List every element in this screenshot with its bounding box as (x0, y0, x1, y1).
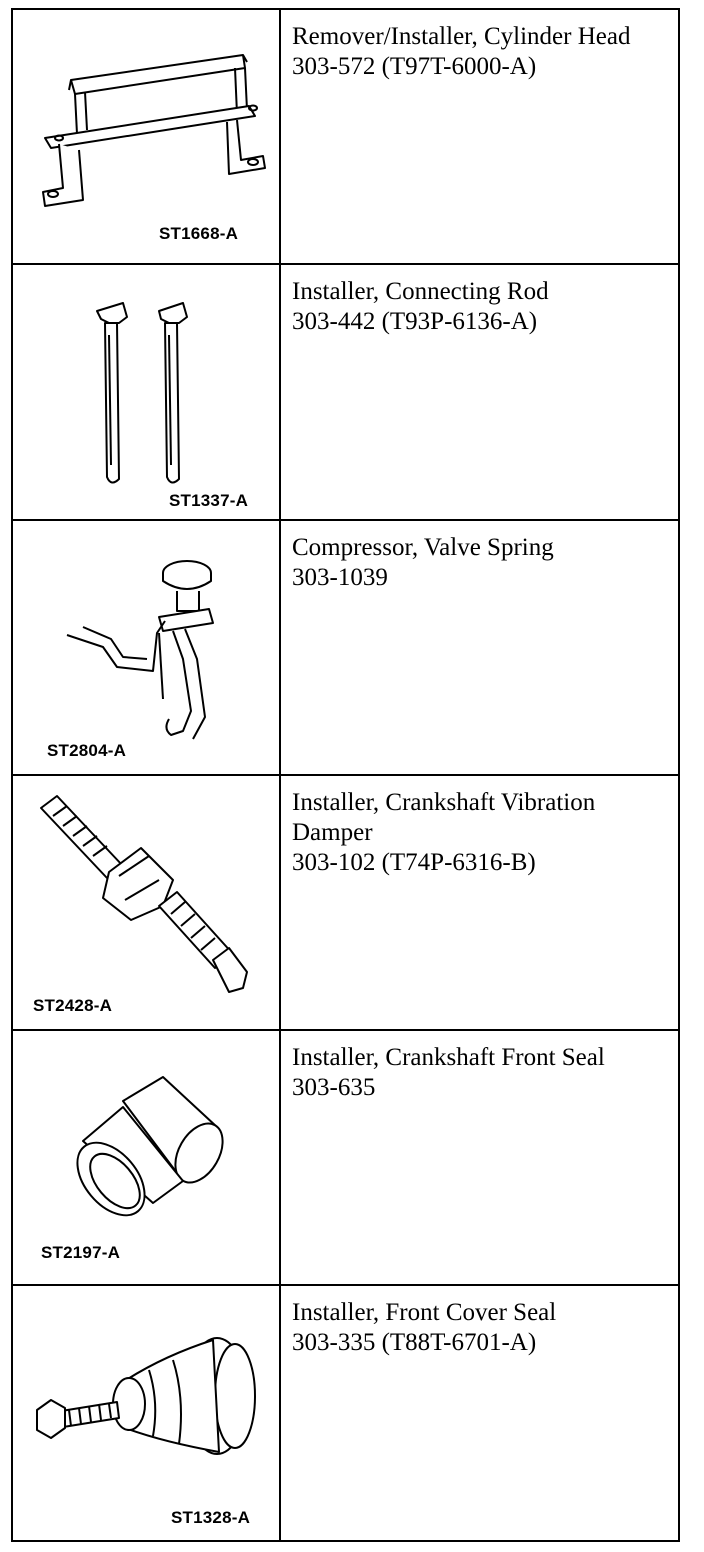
table-row (12, 775, 679, 1030)
front-cover-seal-installer-icon (13, 1286, 279, 1542)
illustration-code: ST1328-A (171, 1508, 251, 1527)
tool-name: Installer, Crankshaft Vibration Damper (292, 789, 596, 846)
tool-name: Installer, Connecting Rod (292, 278, 549, 305)
illustration-code: ST2804-A (47, 741, 127, 760)
table-row (12, 9, 679, 264)
connecting-rod-installer-icon (13, 265, 279, 521)
tool-name: Remover/Installer, Cylinder Head (292, 23, 631, 50)
illustration-code: ST1337-A (169, 491, 249, 510)
cylinder-head-tool-icon (13, 10, 279, 265)
tool-illustration-cell (12, 9, 280, 264)
tool-description-cell (280, 264, 679, 520)
tool-illustration-cell (12, 264, 280, 520)
table-row (12, 520, 679, 775)
tool-number: 303-635 (292, 1074, 376, 1101)
table-row (12, 264, 679, 520)
tool-illustration-cell (12, 1030, 280, 1285)
tool-number: 303-572 (T97T-6000-A) (292, 53, 537, 80)
tool-number: 303-102 (T74P-6316-B) (292, 849, 536, 876)
tool-number: 303-1039 (292, 564, 388, 591)
tool-description-cell (280, 775, 679, 1030)
tool-description-cell (280, 520, 679, 775)
tool-name: Compressor, Valve Spring (292, 534, 554, 561)
table-row (12, 1285, 679, 1541)
table-row (12, 1030, 679, 1285)
special-tools-table (11, 8, 680, 1542)
illustration-code: ST2428-A (33, 996, 113, 1015)
tool-illustration-cell (12, 520, 280, 775)
tool-description-cell (280, 9, 679, 264)
tool-number: 303-442 (T93P-6136-A) (292, 308, 538, 335)
vibration-damper-installer-icon (13, 776, 279, 1031)
tool-illustration-cell (12, 775, 280, 1030)
tool-illustration-cell (12, 1285, 280, 1541)
tool-name: Installer, Crankshaft Front Seal (292, 1044, 605, 1071)
illustration-code: ST2197-A (41, 1243, 121, 1262)
tool-description-cell (280, 1030, 679, 1285)
tool-number: 303-335 (T88T-6701-A) (292, 1329, 537, 1356)
valve-spring-compressor-icon (13, 521, 279, 776)
tool-description-cell (280, 1285, 679, 1541)
tool-name: Installer, Front Cover Seal (292, 1299, 557, 1326)
illustration-code: ST1668-A (159, 224, 239, 243)
